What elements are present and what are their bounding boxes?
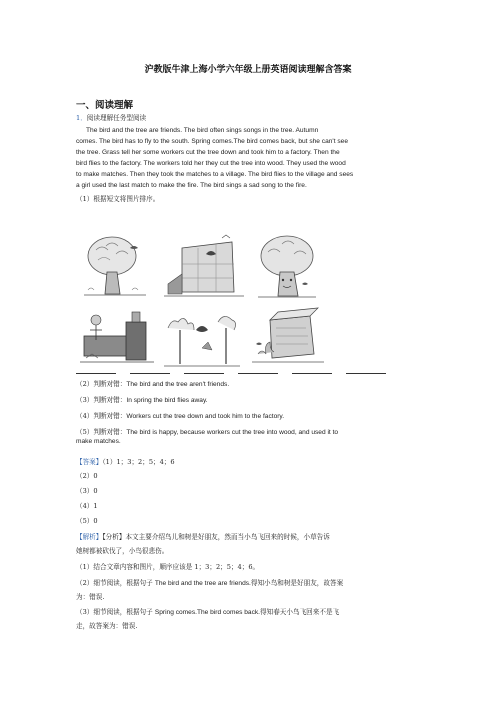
answer-line: （1）1；3；2；5；4；6 (102, 458, 175, 466)
task-3 (76, 394, 208, 404)
analysis-text-post: 得知春天小鸟飞回来不是飞 (260, 608, 340, 616)
analysis-text: 为：错误. (76, 593, 105, 601)
answer-line: （4）1 (76, 502, 98, 510)
task-number: （4）判断对错： (76, 412, 127, 420)
analysis-text (76, 606, 339, 616)
analysis-text: 她树都被砍伐了，小鸟很悲伤。 (76, 547, 169, 555)
answer-label: 【答案】 (76, 458, 103, 466)
smiling-tree-illustration (252, 232, 322, 302)
task-number: （3）判断对错： (76, 396, 127, 404)
analysis-quote: The bird and the tree are friends. (154, 580, 251, 587)
task-text: In spring the bird flies away. (126, 397, 208, 404)
analysis-text: 走，故答案为：错误. (76, 622, 138, 630)
answer-blank[interactable] (130, 373, 170, 374)
section-heading: 一、阅读理解 (76, 100, 134, 111)
bird-in-woods-illustration (162, 308, 242, 370)
factory-machine-illustration (76, 306, 156, 370)
passage-line: bird flies to the factory. The workers told her they cut the tree into wood. They used the wood (76, 160, 346, 167)
page-title: 沪教版牛津上海小学六年级上册英语阅读理解含答案 (144, 65, 352, 75)
analysis-text (76, 577, 343, 587)
question-header (76, 112, 146, 122)
answer-blank[interactable] (292, 373, 332, 374)
answer-blank[interactable] (238, 373, 278, 374)
passage-line: comes. The bird has to fly to the south. Spring comes.The bird comes back, but she can't see (76, 138, 348, 145)
answer-blank[interactable] (346, 373, 386, 374)
passage-line: to make matches. Then they took the matches to a village. The bird flies to the village and sees (76, 171, 354, 178)
matchbox-illustration (248, 304, 326, 370)
analysis-text: （1）结合文章内容和图片，顺序应该是 1；3；2；5；4；6。 (76, 563, 260, 571)
task-5-continued: make matches. (76, 438, 121, 445)
passage-line: The bird and the tree are friends. The bird often sings songs in the tree. Autumn (86, 127, 319, 134)
task-text: Workers cut the tree down and took him to the factory. (126, 413, 285, 420)
task-text: The bird is happy, because workers cut the tree into wood, and used it to (126, 429, 339, 436)
passage-line: the tree. Grass tell her some workers cut the tree down and took him to a factory. Then the (76, 149, 340, 156)
bird-at-wall-illustration (162, 234, 246, 300)
question-number: 1． (76, 114, 87, 122)
task-text: The bird and the tree aren't friends. (126, 381, 230, 388)
story-illustrations (76, 232, 326, 372)
passage-line: a girl used the last match to make the fire. The bird sings a sad song to the fire. (76, 182, 307, 189)
task-5 (76, 426, 338, 436)
answer-blank[interactable] (184, 373, 224, 374)
task-2 (76, 378, 229, 388)
answer-line: （5）0 (76, 517, 98, 525)
analysis-quote: Spring comes.The bird comes back. (154, 609, 261, 616)
analysis-text-pre: （3）细节阅读，根据句子 (76, 608, 155, 616)
task-4 (76, 410, 284, 420)
answer-line: （3）0 (76, 487, 98, 495)
analysis-text-pre: （2）细节阅读，根据句子 (76, 579, 155, 587)
task-number: （2）判断对错： (76, 380, 127, 388)
answer-blank[interactable] (76, 373, 116, 374)
answer-header (76, 456, 175, 466)
analysis-text: 【分析】本文主要介绍鸟儿和树是好朋友，然而当小鸟飞回来的时候，小草告诉 (102, 533, 330, 541)
tree-with-bird-illustration (76, 232, 154, 300)
answer-line: （2）0 (76, 472, 98, 480)
task-number: （5）判断对错： (76, 428, 127, 436)
analysis-text-post: 得知小鸟和树是好朋友，故答案 (250, 579, 344, 587)
analysis-header (76, 531, 330, 541)
answer-blanks (76, 373, 406, 375)
question-instruction: 阅读理解任务型阅读 (86, 114, 147, 122)
task-1-instruction: （1）根据短文将图片排序。 (76, 195, 160, 203)
analysis-label: 【解析】 (76, 533, 103, 541)
